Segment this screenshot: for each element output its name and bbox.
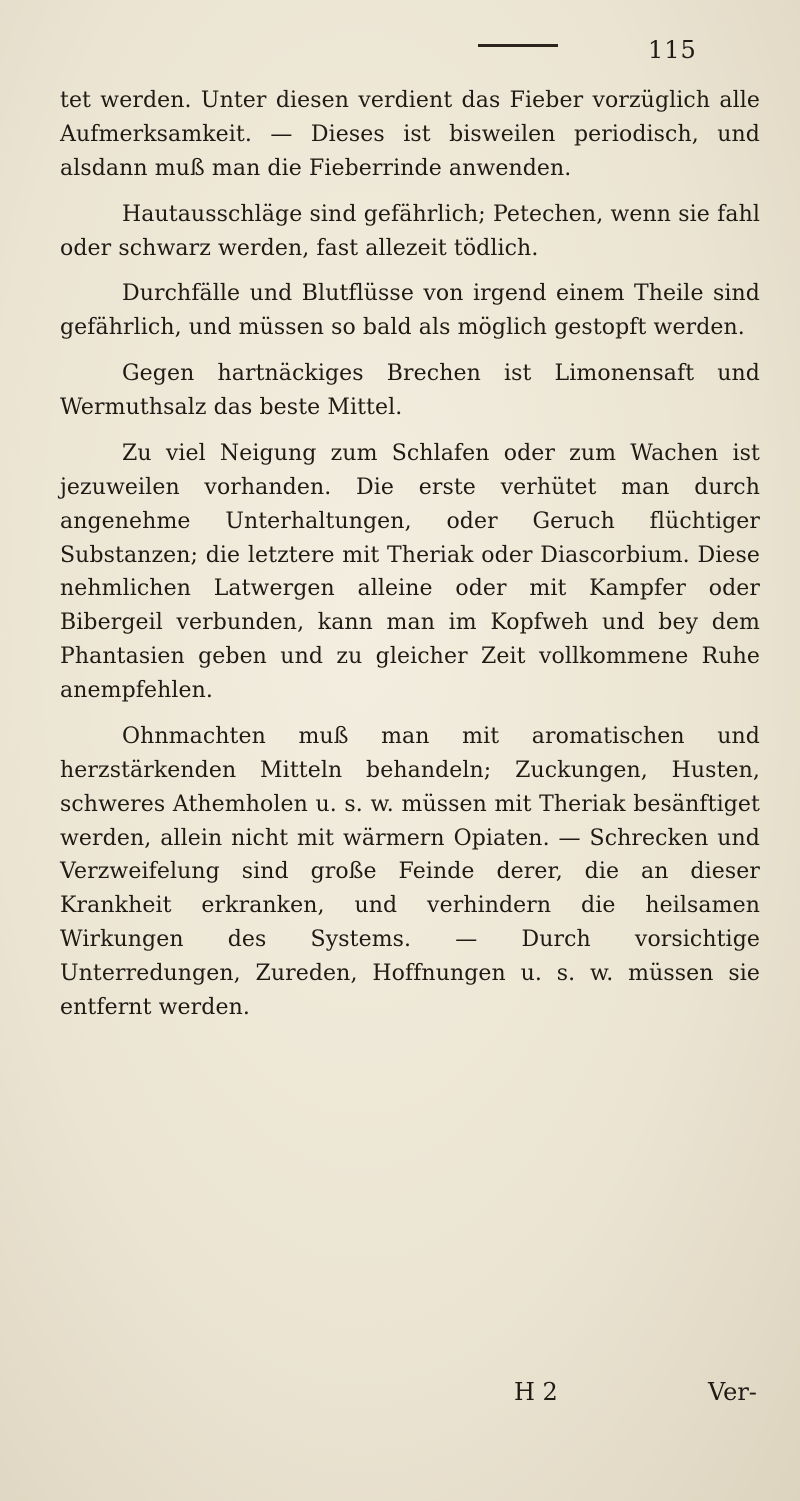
paragraph-skin-eruptions: Hautausschläge sind gefährlich; Petechen, wenn sie fahl oder schwarz werden, fast allezeit tödlich.	[60, 201, 760, 261]
page-footer	[0, 1378, 800, 1418]
catchword: Ver-	[708, 1378, 757, 1406]
body-text	[60, 84, 760, 1037]
paragraph-diarrhea-bleeding: Durchfälle und Blutflüsse von irgend einem Theile sind gefährlich, und müssen so bald als möglich gestopft werden.	[60, 281, 760, 341]
paragraph-fainting: Ohnmachten muß man mit aromatischen und herzstärkenden Mitteln behandeln; Zuckungen, Husten, schweres Athemholen u. s. w. müssen mit Theriak besänftiget werden, allein nicht mit wärmern Opiaten. — Schrecken und Verzweifelung sind große Feinde derer, die an dieser Krankheit erkranken, und verhindern die heilsamen Wirkungen des Systems. — Durch vorsichtige Unterredungen, Zureden, Hoffnungen u. s. w. müssen sie entfernt werden.	[60, 723, 760, 1020]
page-number: 115	[648, 36, 697, 64]
paragraph-sleep-waking: Zu viel Neigung zum Schlafen oder zum Wachen ist jezuweilen vorhanden. Die erste verhütet man durch angenehme Unterhaltungen, oder Geruch flüchtiger Substanzen; die letztere mit Theriak oder Diascorbium. Diese nehmlichen Latwergen alleine oder mit Kampfer oder Bibergeil verbunden, kann man im Kopfweh und bey dem Phantasien geben und zu gleicher Zeit vollkommene Ruhe anempfehlen.	[60, 440, 760, 703]
paragraph-fever: tet werden. Unter diesen verdient das Fieber vorzüglich alle Aufmerksamkeit. — Dieses ist bisweilen periodisch, und alsdann muß man die Fieberrinde anwenden.	[60, 88, 760, 181]
header-rule	[478, 44, 558, 47]
paragraph-vomiting: Gegen hartnäckiges Brechen ist Limonensaft und Wermuthsalz das beste Mittel.	[60, 361, 760, 420]
signature-mark: H 2	[514, 1378, 558, 1406]
